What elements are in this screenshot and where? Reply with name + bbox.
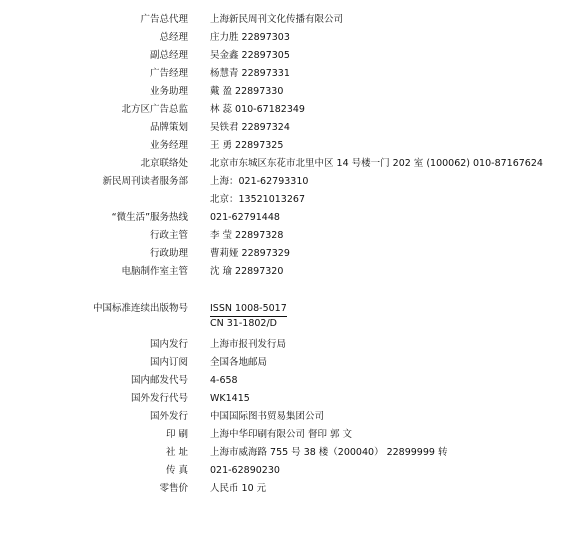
- masthead-row: [0, 354, 577, 372]
- row-label: 副总经理: [149, 50, 188, 61]
- row-label: 国外发行: [149, 411, 188, 422]
- issn-block: [210, 303, 287, 330]
- masthead-row: [0, 137, 577, 155]
- row-label: 新民周刊读者服务部: [102, 176, 188, 187]
- row-value: 杨慧青 22897331: [210, 68, 290, 79]
- row-value: 庄力胜 22897303: [210, 32, 290, 43]
- row-label: 总经理: [159, 32, 188, 43]
- row-label: 业务助理: [149, 86, 188, 97]
- row-value: 沈 瑜 22897320: [210, 266, 284, 277]
- row-value: WK1415: [210, 393, 250, 404]
- masthead-row: [0, 408, 577, 426]
- masthead-row: [0, 173, 577, 191]
- row-label: 国内订阅: [149, 357, 188, 368]
- masthead-row: [0, 191, 577, 209]
- row-label: 社 址: [165, 447, 188, 458]
- issn-label: 中国标准连续出版物号: [92, 303, 188, 314]
- row-value: 吴金鑫 22897305: [210, 50, 290, 61]
- row-label: 国内发行: [149, 339, 188, 350]
- row-label: 电脑制作室主管: [121, 266, 188, 277]
- row-label: 国内邮发代号: [130, 375, 188, 386]
- masthead-row: [0, 390, 577, 408]
- row-label: 品牌策划: [149, 122, 188, 133]
- cn-number: CN 31-1802/D: [210, 318, 277, 329]
- row-label: “微生活”服务热线: [111, 212, 188, 223]
- row-label: 传 真: [165, 465, 188, 476]
- row-label: 行政主管: [149, 230, 188, 241]
- masthead-row: [0, 227, 577, 245]
- row-value: 北京市东城区东花市北里中区 14 号楼一门 202 室 (100062) 010-87167624: [210, 158, 543, 169]
- masthead-row: [0, 462, 577, 480]
- row-value: 上海：021-62793310: [210, 176, 309, 187]
- issn-number: ISSN 1008-5017: [210, 303, 287, 317]
- row-value: 人民币 10 元: [210, 483, 267, 494]
- row-label: 印 刷: [165, 429, 188, 440]
- row-value: 021-62890230: [210, 465, 280, 476]
- row-label: 北京联络处: [140, 158, 188, 169]
- row-value: 戴 盈 22897330: [210, 86, 284, 97]
- row-value: 北京：13521013267: [210, 194, 305, 205]
- masthead-row: [0, 11, 577, 29]
- masthead-row: [0, 83, 577, 101]
- masthead-row: [0, 263, 577, 281]
- row-value: 吴铁君 22897324: [210, 122, 290, 133]
- masthead-row: [0, 29, 577, 47]
- row-label: 广告经理: [149, 68, 188, 79]
- row-value: 林 蕊 010-67182349: [210, 104, 305, 115]
- masthead-row: [0, 65, 577, 83]
- row-label: 广告总代理: [140, 14, 188, 25]
- row-label: 零售价: [159, 483, 188, 494]
- row-value: 上海中华印刷有限公司 督印 郭 文: [210, 429, 353, 440]
- masthead-row: [0, 119, 577, 137]
- row-label: 行政助理: [149, 248, 188, 259]
- row-value: 021-62791448: [210, 212, 280, 223]
- masthead-row: [0, 372, 577, 390]
- row-value: 上海新民周刊文化传播有限公司: [210, 14, 344, 25]
- row-label: 业务经理: [149, 140, 188, 151]
- row-value: 全国各地邮局: [210, 357, 268, 368]
- row-label: 国外发行代号: [130, 393, 188, 404]
- row-label: 北方区广告总监: [121, 104, 188, 115]
- masthead-row: [0, 155, 577, 173]
- masthead-row: [0, 426, 577, 444]
- row-value: 上海市报刊发行局: [210, 339, 287, 350]
- masthead-row: [0, 209, 577, 227]
- masthead-row: [0, 480, 577, 498]
- masthead-row: [0, 101, 577, 119]
- row-value: 中国国际图书贸易集团公司: [210, 411, 325, 422]
- row-value: 李 莹 22897328: [210, 230, 284, 241]
- row-value: 上海市威海路 755 号 38 楼（200040） 22899999 转: [210, 447, 448, 458]
- masthead-row: [0, 47, 577, 65]
- row-value: 曹莉娅 22897329: [210, 248, 290, 259]
- row-value: 4-658: [210, 375, 238, 386]
- masthead-row: [0, 336, 577, 354]
- issn-row: [0, 300, 577, 318]
- row-value: 王 勇 22897325: [210, 140, 284, 151]
- masthead-row: [0, 245, 577, 263]
- masthead-row: [0, 444, 577, 462]
